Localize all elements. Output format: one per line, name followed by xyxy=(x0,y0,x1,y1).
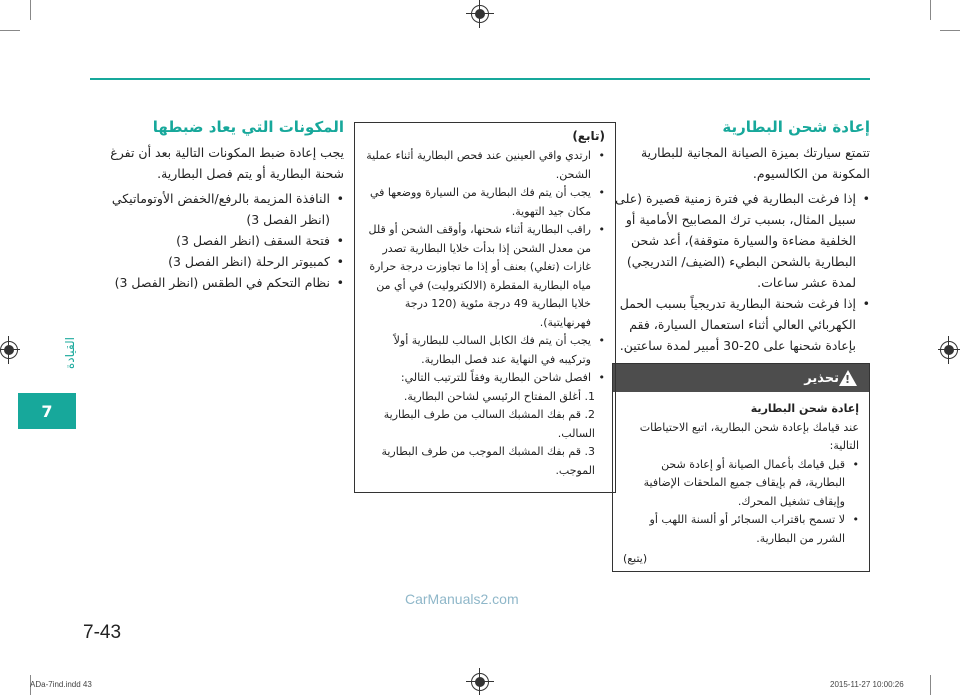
warning-triangle-icon xyxy=(839,370,857,386)
chapter-tab: 7 xyxy=(18,393,76,429)
list-item: • يجب أن يتم فك البطارية من السيارة ووضعها في مكان جيد التهوية. xyxy=(365,184,605,221)
list-item: • لا تسمح باقتراب السجائر أو ألسنة اللهب أو الشرر من البطارية. xyxy=(623,511,859,548)
list-item: • يجب أن يتم فك الكابل السالب للبطارية أولاً وتركيبه في النهاية عند فصل البطارية. xyxy=(365,332,605,369)
intro-paragraph: يجب إعادة ضبط المكونات التالية بعد أن تفرغ شحنة البطارية أو يتم فصل البطارية. xyxy=(110,145,344,181)
crop-mark xyxy=(930,675,931,695)
section-body xyxy=(92,142,344,293)
list-item: • ارتدي واقي العينين عند فحص البطارية أثناء عملية الشحن. xyxy=(365,147,605,184)
footer-timestamp: 2015-11-27 10:00:26 xyxy=(830,680,904,689)
crop-mark xyxy=(930,0,931,20)
continued-label: (يتبع) xyxy=(623,552,648,565)
list-item: • إذا فرغت شحنة البطارية تدريجياً بسبب الحمل الكهربائي العالي أثناء استعمال السيارة، فقم بإعادة شحنها على 20-30 أمبير لمدة ساعتين. xyxy=(612,293,870,356)
step-item: 1. أغلق المفتاح الرئيسي لشاحن البطارية. xyxy=(403,389,595,403)
continued-header: (تابع) xyxy=(572,129,605,143)
crop-mark xyxy=(940,30,960,31)
list-item: • النافذة المزيمة بالرفع/الخفض الأوتوماتيكي (انظر الفصل 3) xyxy=(92,188,344,230)
list-item: • قبل قيامك بأعمال الصيانة أو إعادة شحن البطارية، قم بإيقاف جميع الملحقات الإضافية وإيقاف تشغيل المحرك. xyxy=(623,456,859,512)
list-item: • فتحة السقف (انظر الفصل 3) xyxy=(92,230,344,251)
header-rule xyxy=(90,78,870,80)
right-column xyxy=(612,118,870,356)
list-item: • نظام التحكم في الطقس (انظر الفصل 3) xyxy=(92,272,344,293)
left-column xyxy=(92,118,344,293)
section-title: إعادة شحن البطارية xyxy=(722,118,870,136)
section-body xyxy=(612,142,870,356)
continued-note-box xyxy=(354,122,616,493)
list-item: • راقب البطارية أثناء شحنها، وأوقف الشحن أو قلل من معدل الشحن إذا بدأت خلايا البطارية تصدر غازات (تغلي) بعنف أو إذا ما تجاوزت درجة حرارة مياه البطارية المقطرة (الالكتروليت) في أي من خلايا البطارية 49 درجة مئوية (120 درجة فهرنهايتية). xyxy=(365,221,605,332)
list-item: • إذا فرغت البطارية في فترة زمنية قصيرة (على سبيل المثال، بسبب ترك المصابيح الأمامية أو الخلفية مضاءة والسيارة متوقفة)، أعد شحن البطارية بالشحن البطيء (الضيف/ التدريجي) لمدة عشر ساعات. xyxy=(612,188,870,293)
section-label: القيادة xyxy=(62,337,77,369)
list-item: • كمبيوتر الرحلة (انظر الفصل 3) xyxy=(92,251,344,272)
warning-body xyxy=(613,392,869,579)
warning-intro: عند قيامك بإعادة شحن البطارية، اتبع الاحتياطات التالية: xyxy=(639,420,859,452)
crop-mark xyxy=(0,30,20,31)
step-item: 3. قم بفك المشبك الموجب من طرف البطارية الموجب. xyxy=(381,445,595,477)
intro-paragraph: تتمتع سيارتك بميزة الصيانة المجانية للبطارية المكونة من الكالسيوم. xyxy=(640,145,870,181)
warning-title: إعادة شحن البطارية xyxy=(750,402,859,415)
warning-header xyxy=(613,364,869,392)
list-item: • افصل شاحن البطارية وفقاً للترتيب التالي: xyxy=(365,369,605,388)
warning-box xyxy=(612,363,870,572)
page-number: 7-43 xyxy=(83,622,122,643)
section-title: المكونات التي يعاد ضبطها xyxy=(152,118,344,136)
warning-label: تحذير xyxy=(804,370,839,386)
crop-mark xyxy=(30,0,31,20)
step-item: 2. قم بفك المشبك السالب من طرف البطارية السالب. xyxy=(383,408,595,440)
watermark[interactable]: CarManuals2.com xyxy=(405,591,519,607)
footer-file-info: ADa-7ind.indd 43 xyxy=(30,680,92,689)
